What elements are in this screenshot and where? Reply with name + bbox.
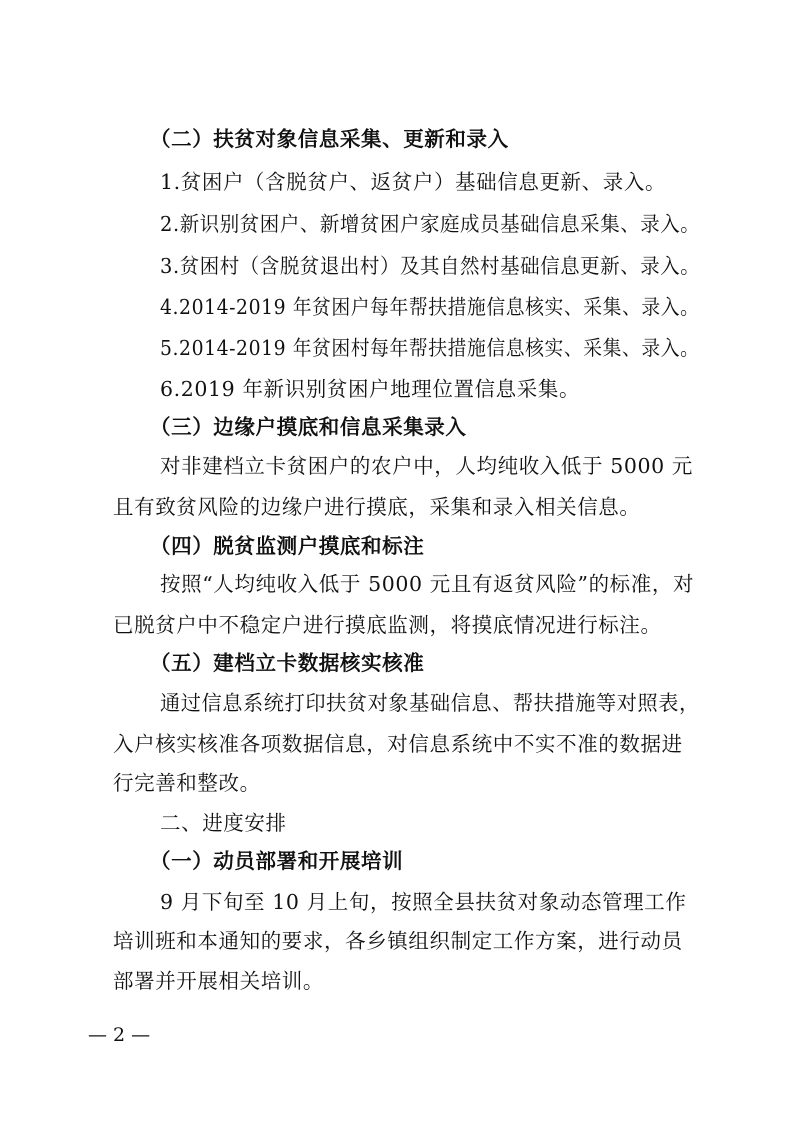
paragraph-line: 且有致贫风险的边缘户进行摸底，采集和录入相关信息。	[113, 495, 641, 519]
paragraph-line: 培训班和本通知的要求，各乡镇组织制定工作方案，进行动员	[113, 929, 683, 953]
paragraph-line: 通过信息系统打印扶贫对象基础信息、帮扶措施等对照表，	[160, 691, 700, 715]
section-heading-4: （四）脱贫监测户摸底和标注	[150, 534, 425, 558]
list-item: 2.新识别贫困户、新增贫困户家庭成员基础信息采集、录入。	[160, 212, 701, 236]
list-item: 4.2014-2019 年贫困户每年帮扶措施信息核实、采集、录入。	[160, 295, 700, 319]
list-item: 1.贫困户（含脱贫户、返贫户）基础信息更新、录入。	[160, 170, 667, 194]
paragraph-line: 9 月下旬至 10 月上旬，按照全县扶贫对象动态管理工作	[160, 890, 687, 914]
part-heading-2: 二、进度安排	[160, 811, 287, 835]
section-heading-5: （五）建档立卡数据核实核准	[150, 651, 425, 675]
list-item: 3.贫困村（含脱贫退出村）及其自然村基础信息更新、录入。	[160, 254, 701, 278]
list-item: 6.2019 年新识别贫困户地理位置信息采集。	[160, 377, 581, 401]
section-heading-3: （三）边缘户摸底和信息采集录入	[150, 415, 467, 439]
paragraph-line: 已脱贫户中不稳定户进行摸底监测，将摸底情况进行标注。	[113, 613, 662, 637]
subsection-heading: （一）动员部署和开展培训	[150, 849, 404, 873]
paragraph-line: 对非建档立卡贫困户的农户中，人均纯收入低于 5000 元	[160, 454, 694, 478]
page-number: — 2 —	[88, 1024, 151, 1046]
list-item: 5.2014-2019 年贫困村每年帮扶措施信息核实、采集、录入。	[160, 336, 700, 360]
paragraph-line: 部署并开展相关培训。	[113, 969, 324, 993]
paragraph-line: 入户核实核准各项数据信息，对信息系统中不实不准的数据进	[113, 732, 683, 756]
section-heading-2: （二）扶贫对象信息采集、更新和录入	[150, 127, 509, 151]
paragraph-line: 行完善和整改。	[113, 771, 261, 795]
paragraph-line: 按照“人均纯收入低于 5000 元且有返贫风险”的标准，对	[160, 572, 695, 596]
